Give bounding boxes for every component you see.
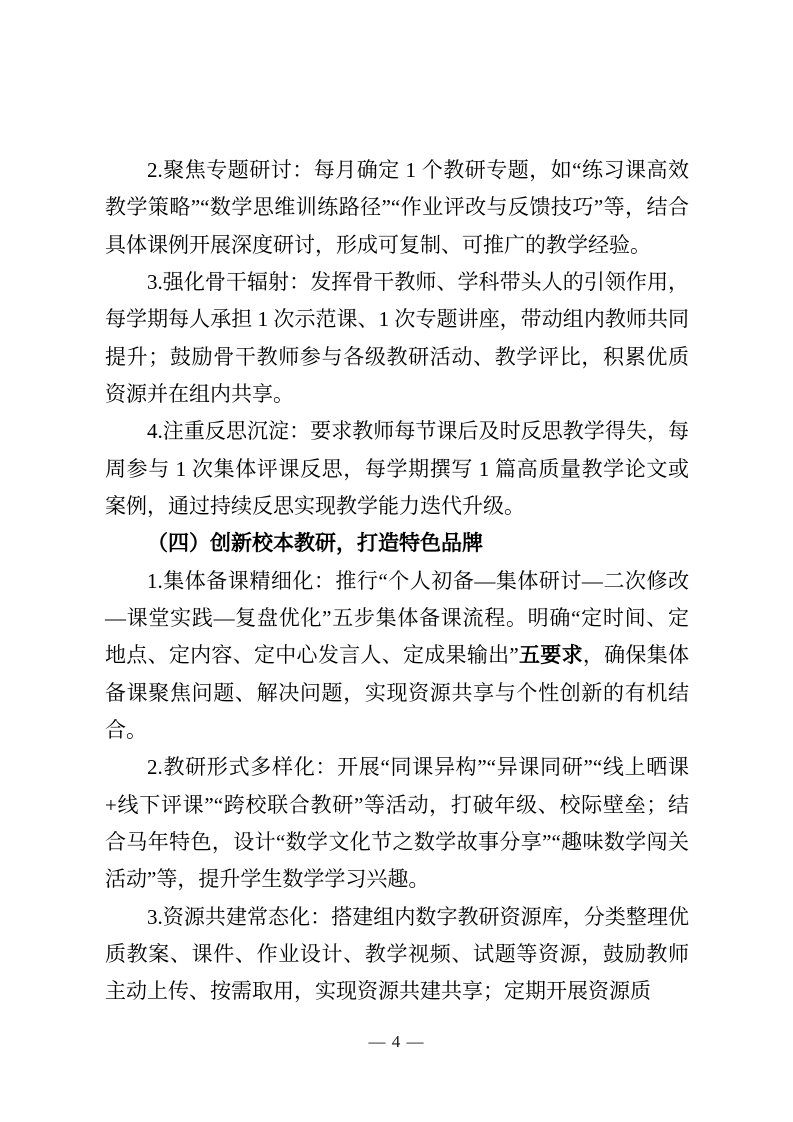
paragraph-shared-resource-building: 3.资源共建常态化：搭建组内数字教研资源库，分类整理优质教案、课件、作业设计、教学视频、试题等资源，鼓励教师主动上传、按需取用，实现资源共建共享；定期开展资源质 [105, 904, 689, 1004]
section-heading-innovate-school-research: （四）创新校本教研，打造特色品牌 [147, 532, 483, 556]
paragraph-focus-topic-seminar: 2.聚焦专题研讨：每月确定 1 个教研专题，如“练习课高效教学策略”“数学思维训练路径”“作业评改与反馈技巧”等，结合具体课例开展深度研讨，形成可复制、可推广的教学经验。 [105, 158, 689, 257]
document-body [105, 152, 689, 1011]
paragraph-diverse-research-forms: 2.教研形式多样化：开展“同课异构”“异课同研”“线上晒课+线下评课”“跨校联合教研”等活动，打破年级、校际壁垒；结合马年特色，设计“数学文化节之数学故事分享”“趣味数学闯关活动”等，提升学生数学学习兴趣。 [105, 755, 689, 892]
paragraph-reflection-accumulation: 4.注重反思沉淀：要求教师每节课后及时反思教学得失，每周参与 1 次集体评课反思，每学期撰写 1 篇高质量教学论文或案例，通过持续反思实现教学能力迭代升级。 [105, 419, 689, 518]
paragraph-segment-pre: 1.集体备课精细化：推行“个人初备—集体研讨—二次修改—课堂实践—复盘优化”五步集体备课流程。明确“定时间、定地点、定内容、定中心发言人、定成果输出” [105, 568, 689, 668]
page-number: — 4 — [368, 1032, 425, 1051]
paragraph-segment-post: ，确保集体备课聚焦问题、解决问题，实现资源共享与个性创新的有机结合。 [105, 643, 689, 742]
paragraph-backbone-radiation: 3.强化骨干辐射：发挥骨干教师、学科带头人的引领作用，每学期每人承担 1 次示范课、1 次专题讲座，带动组内教师共同提升；鼓励骨干教师参与各级教研活动、教学评比，积累优质资源并在组内共享。 [105, 269, 689, 406]
paragraph-segment-bold-five-requirements: 五要求 [518, 644, 583, 668]
paragraph-collective-lesson-prep [105, 563, 689, 750]
